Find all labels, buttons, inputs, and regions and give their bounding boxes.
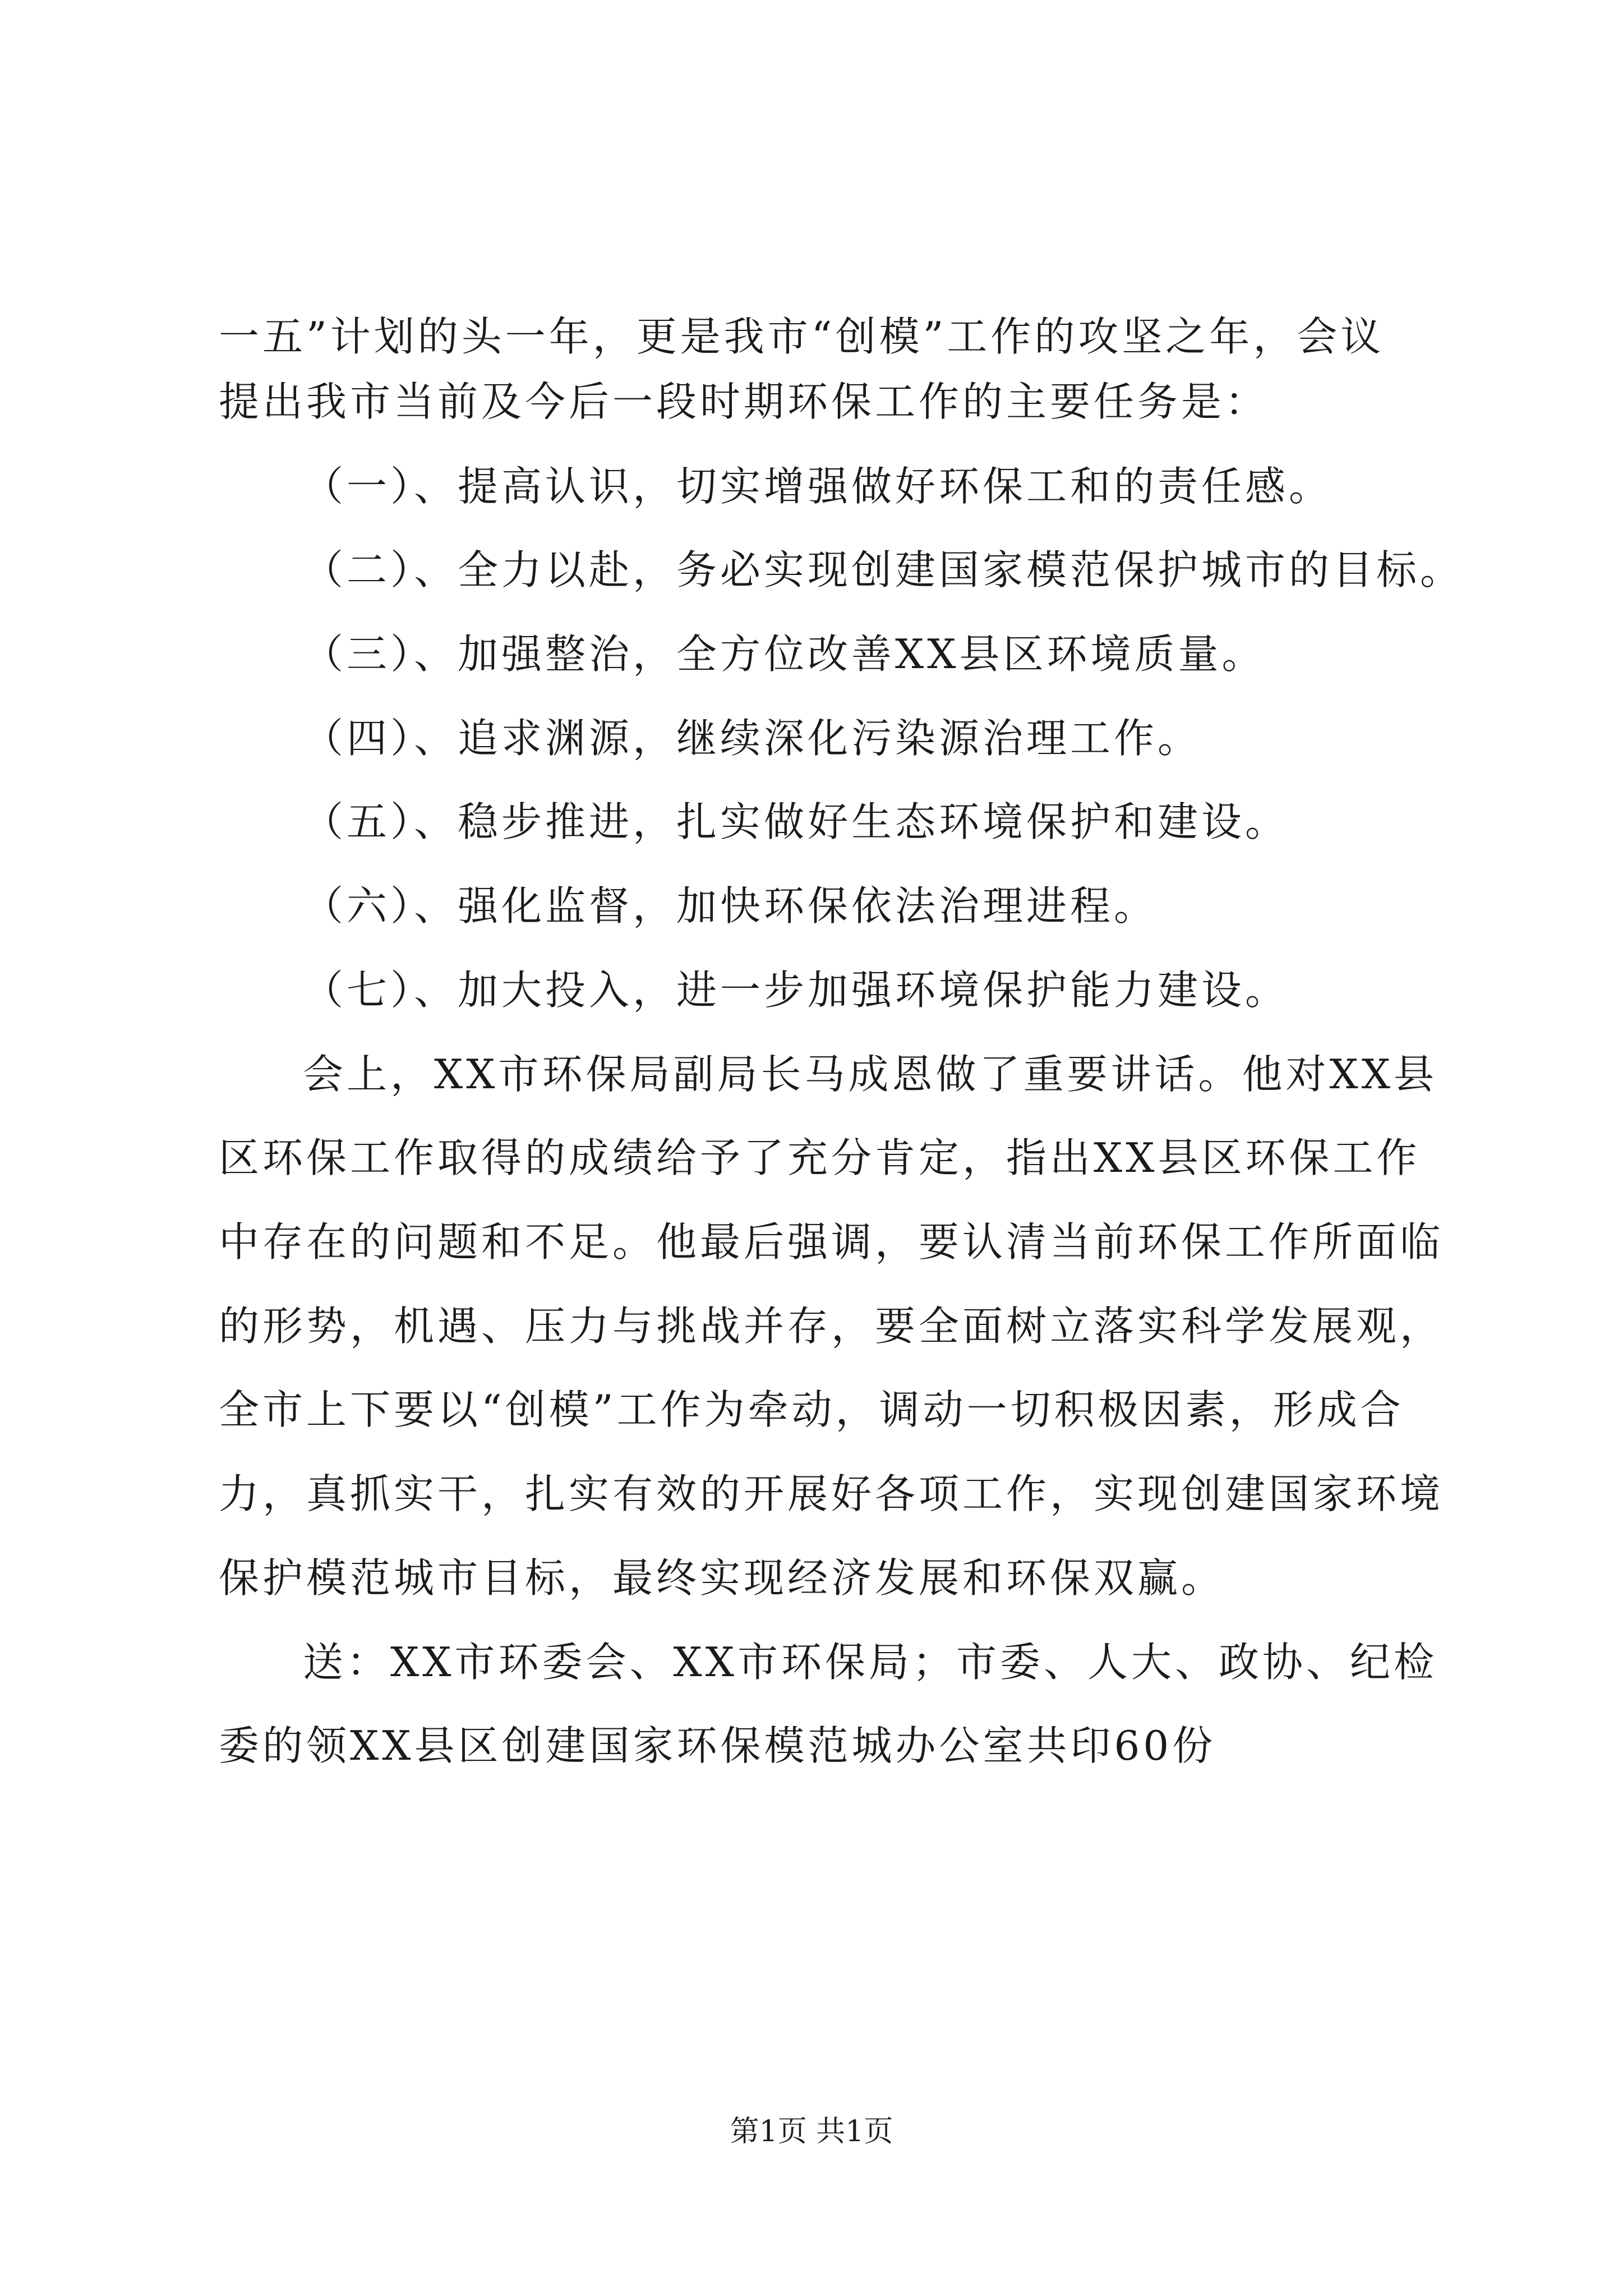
intro-line-1: 一五”计划的头一年，更是我市“创模”工作的攻坚之年，会议: [219, 313, 1385, 360]
task-item-1: （一）、提高认识，切实增强做好环保工和的责任感。: [303, 463, 1333, 510]
distribution-line-1: 送：XX市环委会、XX市环保局；市委、人大、政协、纪检: [303, 1639, 1438, 1686]
speech-line-6: 力，真抓实干，扎实有效的开展好各项工作，实现创建国家环境: [219, 1470, 1444, 1517]
page-number-footer: 第1页 共1页: [730, 2115, 893, 2148]
speech-line-7: 保护模范城市目标，最终实现经济发展和环保双赢。: [219, 1554, 1225, 1602]
speech-line-3: 中存在的问题和不足。他最后强调，要认清当前环保工作所面临: [219, 1218, 1444, 1266]
task-item-7: （七）、加大投入，进一步加强环境保护能力建设。: [303, 967, 1289, 1014]
speech-line-2: 区环保工作取得的成绩给予了充分肯定，指出XX县区环保工作: [219, 1134, 1421, 1181]
intro-line-2: 提出我市当前及今后一段时期环保工作的主要任务是：: [219, 378, 1269, 425]
task-item-4: （四）、追求渊源，继续深化污染源治理工作。: [303, 715, 1202, 762]
task-item-2: （二）、全力以赴，务必实现创建国家模范保护城市的目标。: [303, 546, 1464, 593]
speech-line-4: 的形势，机遇、压力与挑战并存，要全面树立落实科学发展观，: [219, 1303, 1444, 1350]
speech-line-5: 全市上下要以“创模”工作为牵动，调动一切积极因素，形成合: [219, 1386, 1404, 1433]
distribution-line-2: 委的领XX县区创建国家环保模范城办公室共印60份: [219, 1722, 1216, 1769]
speech-line-1: 会上，XX市环保局副局长马成恩做了重要讲话。他对XX县: [303, 1051, 1438, 1098]
task-item-5: （五）、稳步推进，扎实做好生态环境保护和建设。: [303, 798, 1289, 845]
task-item-6: （六）、强化监督，加快环保依法治理进程。: [303, 882, 1158, 930]
task-item-3: （三）、加强整治，全方位改善XX县区环境质量。: [303, 631, 1266, 678]
